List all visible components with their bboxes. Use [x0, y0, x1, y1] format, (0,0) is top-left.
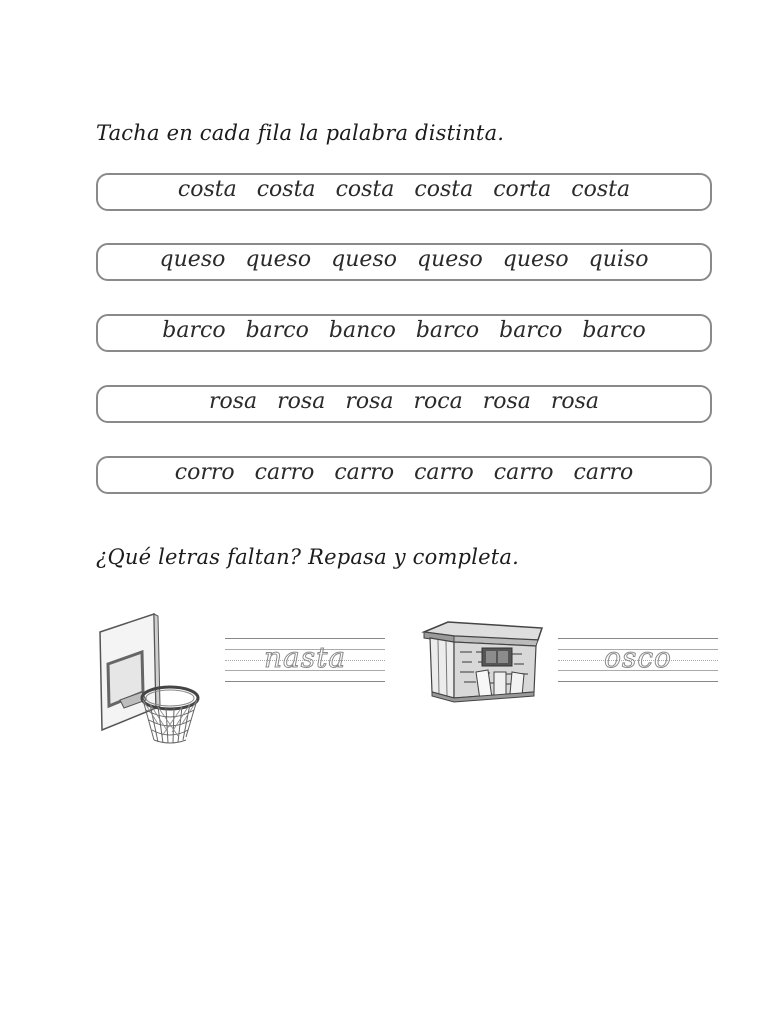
word-option[interactable]: barco [162, 318, 226, 343]
word-row-2 [96, 243, 712, 281]
tracing-lines-kiosk[interactable] [558, 638, 718, 682]
word-option[interactable]: queso [159, 247, 226, 272]
exercise-1-instruction: Tacha en cada fila la palabra distinta. [96, 121, 505, 145]
word-option[interactable]: costa [256, 177, 316, 202]
newspaper-kiosk-illustration [420, 618, 544, 704]
word-option[interactable]: rosa [550, 389, 600, 414]
word-option[interactable]: rosa [277, 389, 326, 414]
word-option[interactable]: barco [499, 318, 563, 343]
tracing-word: nasta [263, 641, 347, 674]
word-option[interactable]: corro [174, 460, 235, 485]
word-option[interactable]: carro [254, 460, 315, 485]
basketball-hoop-illustration [96, 612, 200, 746]
word-option[interactable]: costa [414, 177, 474, 202]
exercise-2-instruction: ¿Qué letras faltan? Repasa y completa. [96, 545, 519, 569]
word-option[interactable]: costa [335, 177, 395, 202]
word-row-4 [96, 385, 712, 423]
word-row-5 [96, 456, 712, 494]
word-option[interactable]: banco [328, 318, 396, 343]
word-option[interactable]: barco [415, 318, 480, 343]
word-option[interactable]: queso [331, 247, 397, 272]
word-option[interactable]: queso [245, 247, 312, 272]
word-option[interactable]: costa [177, 177, 237, 202]
word-row-3 [96, 314, 712, 352]
word-option[interactable]: carro [334, 460, 395, 485]
word-option[interactable]: carro [573, 460, 634, 485]
tracing-word: osco [604, 641, 672, 674]
word-option[interactable]: barco [245, 318, 309, 343]
tracing-lines-basketball[interactable] [225, 638, 385, 682]
word-option[interactable]: quiso [588, 247, 649, 272]
word-option[interactable]: barco [582, 318, 646, 343]
word-option[interactable]: rosa [208, 389, 258, 414]
word-option[interactable]: rosa [482, 389, 531, 414]
word-option[interactable]: carro [493, 460, 554, 485]
word-option[interactable]: queso [502, 247, 569, 272]
word-option[interactable]: costa [571, 177, 631, 202]
word-row-1 [96, 173, 712, 211]
word-option[interactable]: carro [414, 460, 474, 485]
word-option[interactable]: queso [416, 247, 483, 272]
word-option[interactable]: corta [493, 177, 552, 202]
word-option[interactable]: roca [413, 389, 463, 414]
word-option[interactable]: rosa [345, 389, 394, 414]
